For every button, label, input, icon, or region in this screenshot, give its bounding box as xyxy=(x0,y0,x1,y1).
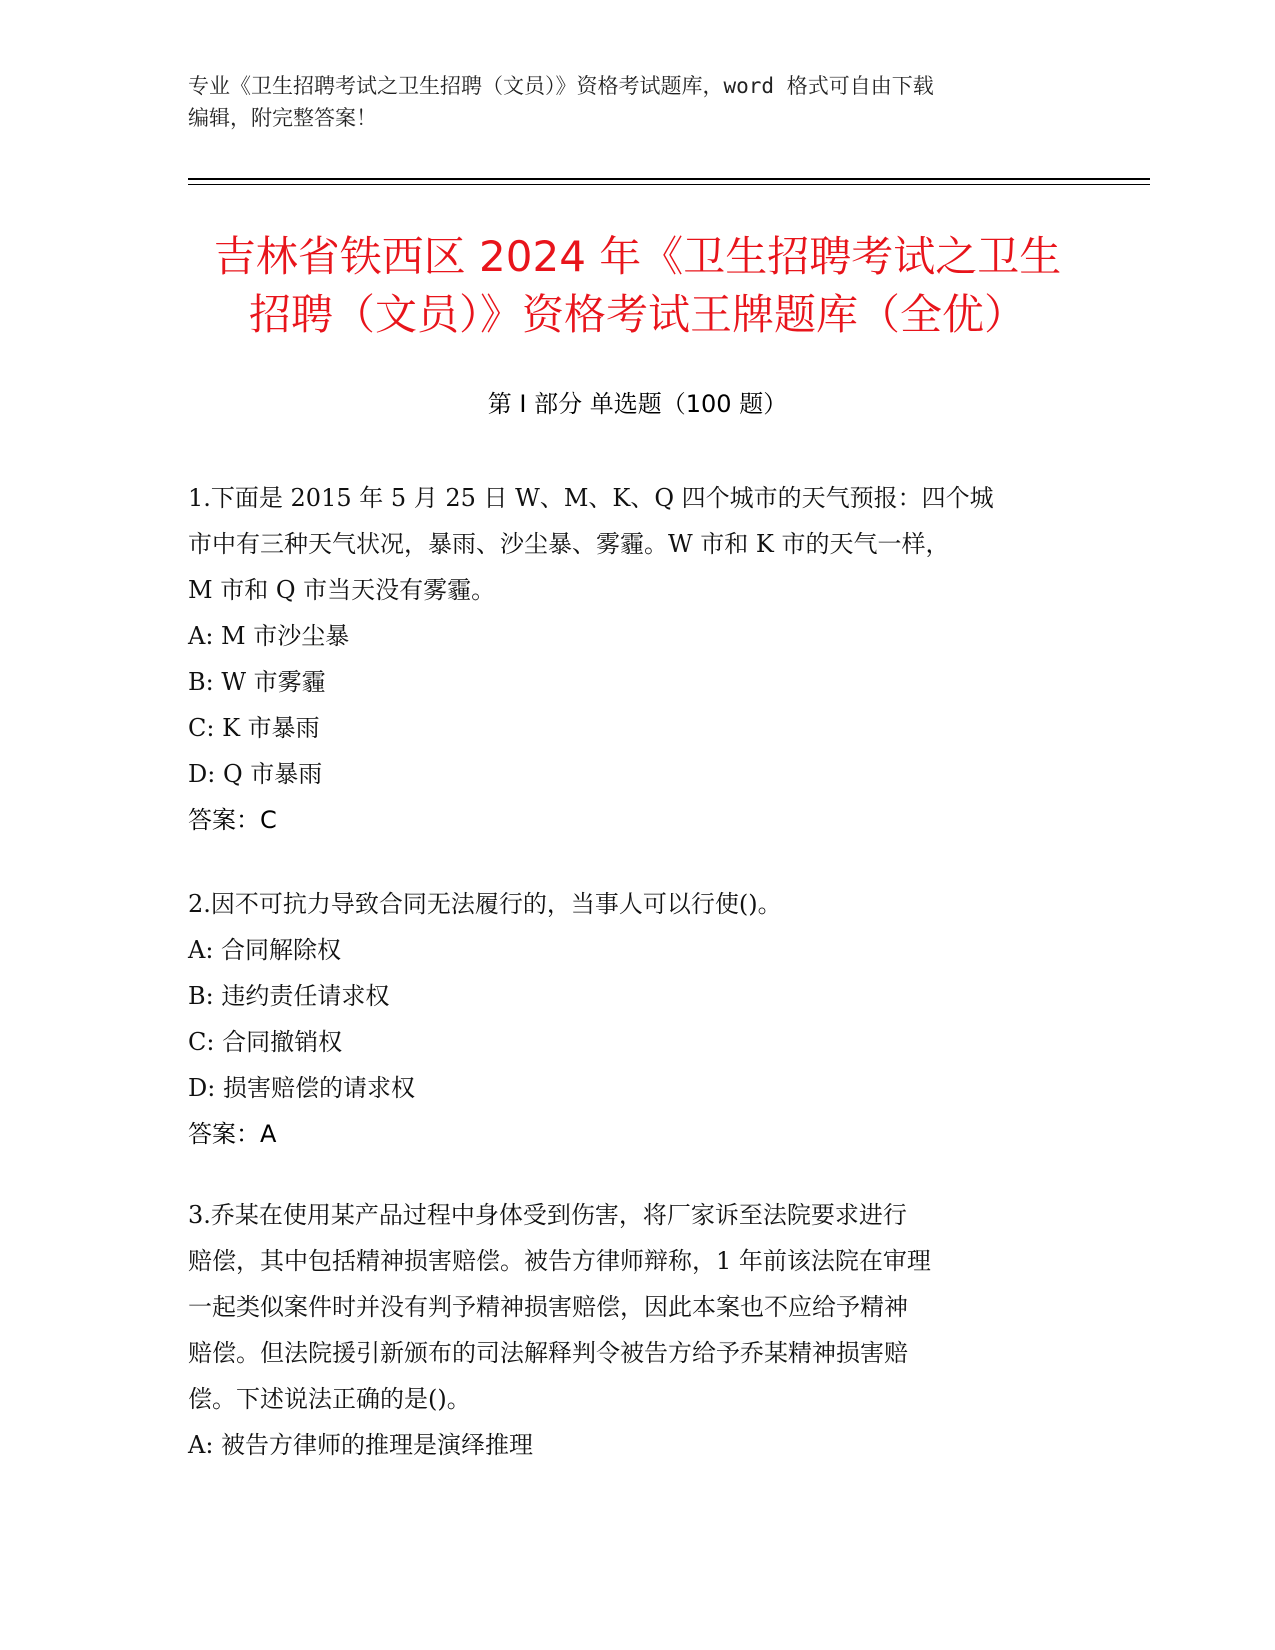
header-divider-thin xyxy=(188,184,1150,185)
question-stem-line: 市中有三种天气状况，暴雨、沙尘暴、雾霾。W 市和 K 市的天气一样， xyxy=(188,530,950,558)
question-stem-line: 赔偿。但法院援引新颁布的司法解释判令被告方给予乔某精神损害赔 xyxy=(188,1339,908,1367)
answer-line: 答案：A xyxy=(188,1120,277,1148)
answer-line: 答案：C xyxy=(188,806,277,834)
option-a: A: 被告方律师的推理是演绎推理 xyxy=(188,1431,534,1459)
document-title xyxy=(150,228,1125,344)
question-3 xyxy=(188,1192,1088,1468)
question-2 xyxy=(188,881,1088,1157)
document-title-line: 吉林省铁西区 2024 年《卫生招聘考试之卫生 xyxy=(213,232,1062,281)
option-a: A: 合同解除权 xyxy=(188,936,342,964)
header-note-line: 专业《卫生招聘考试之卫生招聘（文员）》资格考试题库，word 格式可自由下载 xyxy=(188,74,934,98)
header-divider-thick xyxy=(188,178,1150,180)
question-1 xyxy=(188,475,1088,843)
question-stem-line: 赔偿，其中包括精神损害赔偿。被告方律师辩称，1 年前该法院在审理 xyxy=(188,1247,931,1275)
question-stem-line: 1.下面是 2015 年 5 月 25 日 W、M、K、Q 四个城市的天气预报：四个城 xyxy=(188,484,994,512)
question-stem-line: 偿。下述说法正确的是()。 xyxy=(188,1385,471,1413)
header-note xyxy=(188,70,1088,134)
question-stem-line: 3.乔某在使用某产品过程中身体受到伤害，将厂家诉至法院要求进行 xyxy=(188,1201,907,1229)
document-title-line: 招聘（文员）》资格考试王牌题库（全优） xyxy=(248,290,1026,339)
option-c: C: K 市暴雨 xyxy=(188,714,320,742)
option-c: C: 合同撤销权 xyxy=(188,1028,343,1056)
question-stem-line: M 市和 Q 市当天没有雾霾。 xyxy=(188,576,496,604)
question-stem-line: 2.因不可抗力导致合同无法履行的，当事人可以行使()。 xyxy=(188,890,782,918)
option-a: A: M 市沙尘暴 xyxy=(188,622,350,650)
option-b: B: W 市雾霾 xyxy=(188,668,326,696)
option-d: D: Q 市暴雨 xyxy=(188,760,323,788)
header-note-line: 编辑，附完整答案！ xyxy=(188,106,377,130)
option-d: D: 损害赔偿的请求权 xyxy=(188,1074,415,1102)
question-stem-line: 一起类似案件时并没有判予精神损害赔偿，因此本案也不应给予精神 xyxy=(188,1293,908,1321)
section-heading: 第 I 部分 单选题（100 题） xyxy=(487,390,788,418)
option-b: B: 违约责任请求权 xyxy=(188,982,390,1010)
